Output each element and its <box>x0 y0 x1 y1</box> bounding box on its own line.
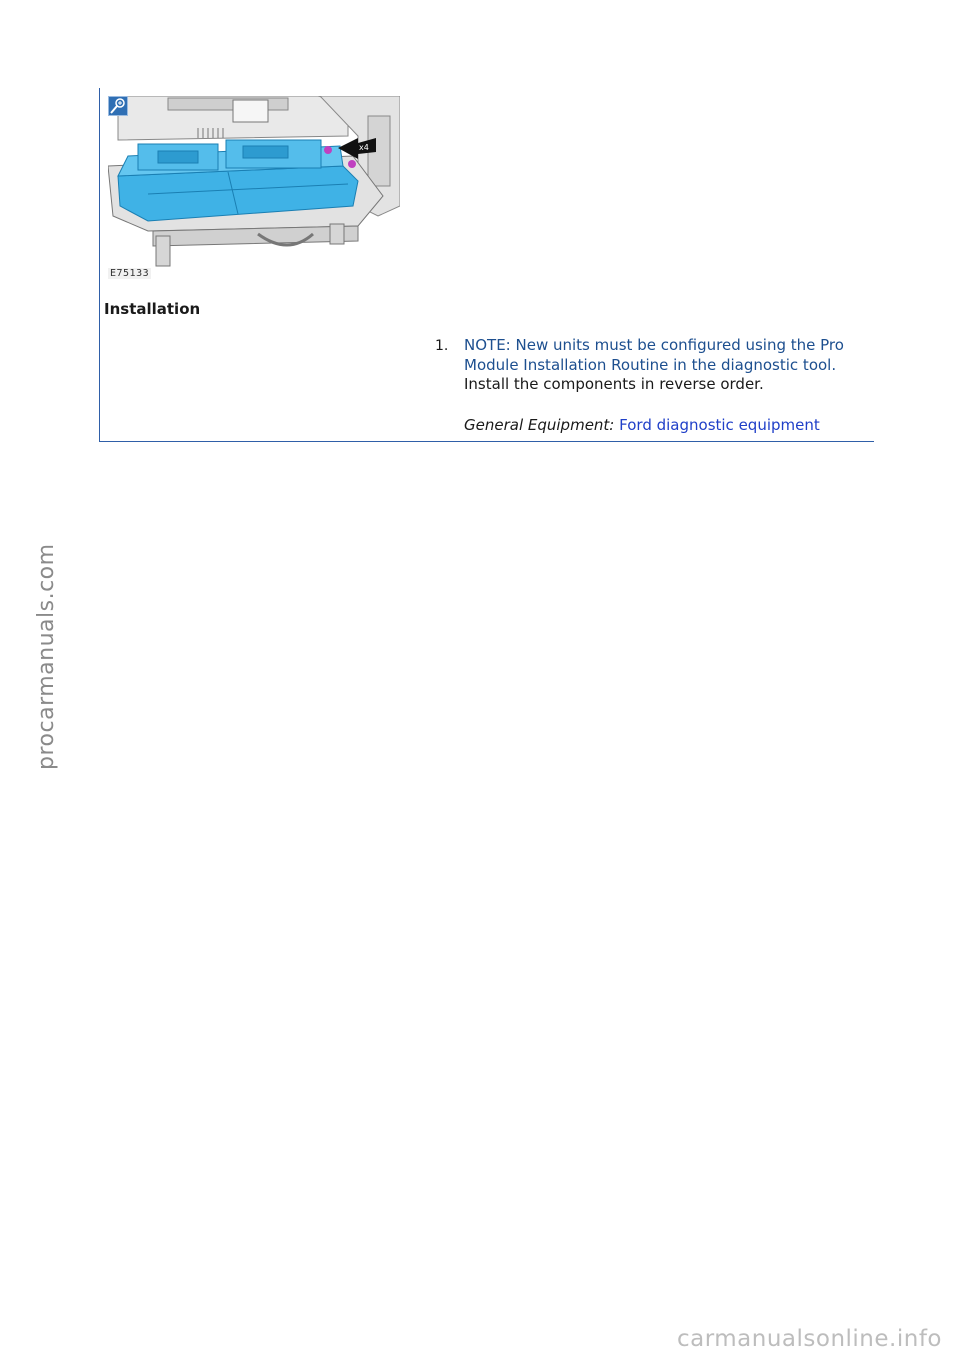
module-illustration[interactable] <box>108 96 400 282</box>
bottom-watermark: carmanualsonline.info <box>676 1326 942 1352</box>
step-number: 1. <box>435 338 449 354</box>
equipment-line <box>464 416 820 434</box>
side-watermark: procarmanuals.com <box>34 543 59 770</box>
step-note <box>464 335 872 375</box>
note-line-2: Module Installation Routine in the diagnostic tool. <box>464 356 837 374</box>
section-heading: Installation <box>104 300 201 318</box>
callout-label: x4 <box>359 143 369 152</box>
note-line-1: NOTE: New units must be configured using the Pro <box>464 336 844 354</box>
figure-id-label: E75133 <box>110 268 150 279</box>
equipment-label: General Equipment: <box>464 416 615 434</box>
equipment-link[interactable]: Ford diagnostic equipment <box>619 416 820 434</box>
step-instruction: Install the components in reverse order. <box>464 375 764 393</box>
magnify-plus-icon[interactable] <box>108 96 128 116</box>
